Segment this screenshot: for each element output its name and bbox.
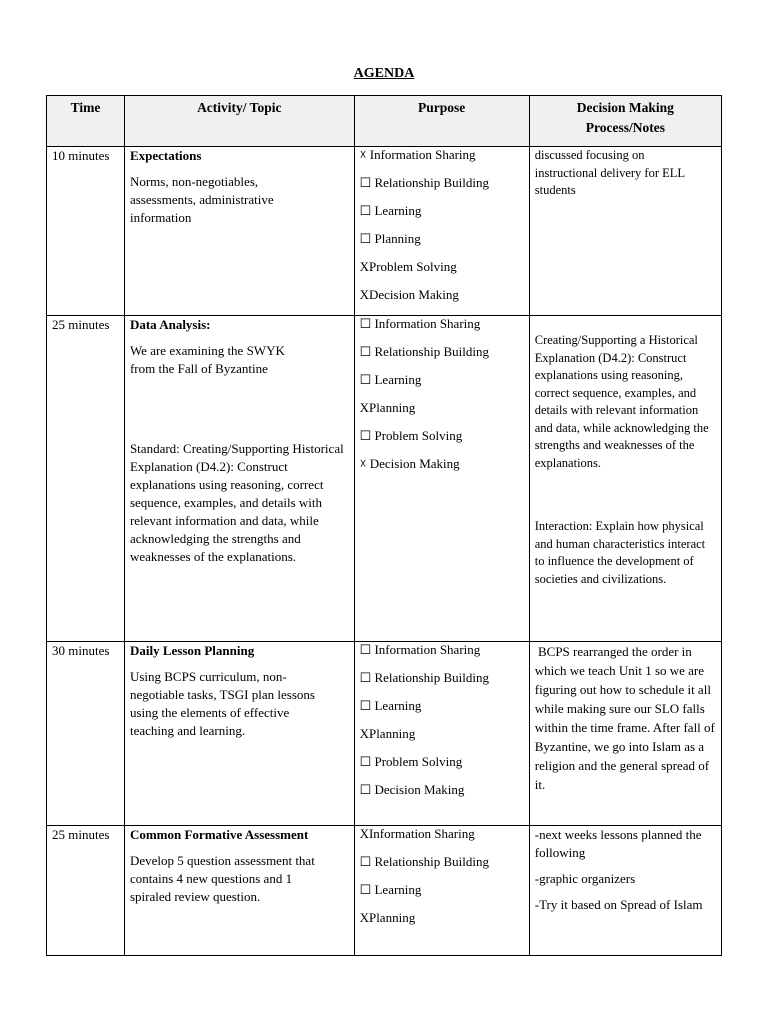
- row-activity: [124, 147, 354, 316]
- row-topic: Daily Lesson Planning: [129, 643, 255, 658]
- purpose-item: XPlanning: [359, 910, 416, 925]
- row-description: We are examining the SWYK from the Fall of Byzantine: [129, 343, 285, 376]
- purpose-item: ☓ Information Sharing: [359, 147, 476, 162]
- row-activity: [124, 316, 354, 642]
- row-description: Develop 5 question assessment that contains 4 new questions and 1 spiraled review question.: [129, 853, 315, 904]
- header-purpose: Purpose: [354, 96, 529, 147]
- purpose-item: XPlanning: [359, 400, 416, 415]
- note-text: -next weeks lessons planned the following: [534, 827, 702, 860]
- purpose-item: XProblem Solving: [359, 259, 457, 274]
- agenda-title: AGENDA: [353, 66, 415, 81]
- note-text: Creating/Supporting a Historical Explanation (D4.2): Construct explanations using reasoning, correct sequence, examples, and details with relevant information and data, while acknowledging the strengths and weaknesses of the explanations.: [534, 333, 709, 470]
- purpose-item: ☐ Learning: [359, 372, 422, 387]
- row-time: 25 minutes: [47, 316, 125, 642]
- purpose-item: ☐ Relationship Building: [359, 670, 489, 685]
- row-description: Using BCPS curriculum, non-negotiable tasks, TSGI plan lessons using the elements of effective teaching and learning.: [129, 669, 315, 738]
- table-row: [47, 826, 722, 956]
- row-purpose: [354, 316, 529, 642]
- row-topic: Data Analysis:: [129, 317, 211, 332]
- note-text: discussed focusing on instructional delivery for ELL students: [534, 148, 685, 197]
- purpose-item: XDecision Making: [359, 287, 459, 302]
- header-time: Time: [47, 96, 125, 147]
- purpose-item: XPlanning: [359, 726, 416, 741]
- agenda-table: [46, 95, 722, 956]
- purpose-item: ☐ Relationship Building: [359, 344, 489, 359]
- row-standard: Standard: Creating/Supporting Historical Explanation (D4.2): Construct explanations using reasoning, correct sequence, examples, and details with relevant information and data, while acknowledging the strengths and weaknesses of the explanations.: [129, 441, 344, 564]
- header-row: [47, 96, 722, 147]
- row-notes: [529, 147, 721, 316]
- purpose-item: ☐ Information Sharing: [359, 642, 481, 657]
- row-time: 30 minutes: [47, 642, 125, 826]
- note-text: BCPS rearranged the order in which we teach Unit 1 so we are figuring out how to schedule it all while making sure our SLO falls within the time frame. After fall of Byzantine, we go into Islam as a religion and the general spread of it.: [534, 644, 719, 792]
- row-topic: Expectations: [129, 148, 202, 163]
- row-activity: [124, 826, 354, 956]
- note-text: -Try it based on Spread of Islam: [534, 897, 703, 912]
- header-notes: [529, 96, 721, 147]
- purpose-item: ☐ Problem Solving: [359, 428, 463, 443]
- purpose-item: ☐ Planning: [359, 231, 421, 246]
- purpose-item: ☐ Decision Making: [359, 782, 465, 797]
- row-purpose: [354, 147, 529, 316]
- row-notes: [529, 642, 721, 826]
- row-notes: [529, 826, 721, 956]
- purpose-item: XInformation Sharing: [359, 826, 475, 841]
- purpose-item: ☓ Decision Making: [359, 456, 460, 471]
- note-text: -graphic organizers: [534, 871, 636, 886]
- row-description: Norms, non-negotiables, assessments, administrative information: [129, 174, 274, 225]
- purpose-item: ☐ Learning: [359, 698, 422, 713]
- purpose-item: ☐ Information Sharing: [359, 316, 481, 331]
- table-row: [47, 642, 722, 826]
- header-activity: Activity/ Topic: [124, 96, 354, 147]
- note-text: Interaction: Explain how physical and human characteristics interact to influence the development of societies and civilizations.: [534, 519, 706, 586]
- row-topic: Common Formative Assessment: [129, 827, 309, 842]
- row-notes: [529, 316, 721, 642]
- purpose-item: ☐ Problem Solving: [359, 754, 463, 769]
- purpose-item: ☐ Learning: [359, 203, 422, 218]
- table-row: [47, 316, 722, 642]
- row-time: 25 minutes: [47, 826, 125, 956]
- purpose-item: ☐ Relationship Building: [359, 854, 489, 869]
- row-time: 10 minutes: [47, 147, 125, 316]
- row-purpose: [354, 826, 529, 956]
- header-notes-label: Decision Making Process/Notes: [576, 100, 674, 135]
- row-activity: [124, 642, 354, 826]
- purpose-item: ☐ Learning: [359, 882, 422, 897]
- table-row: [47, 147, 722, 316]
- purpose-item: ☐ Relationship Building: [359, 175, 489, 190]
- row-purpose: [354, 642, 529, 826]
